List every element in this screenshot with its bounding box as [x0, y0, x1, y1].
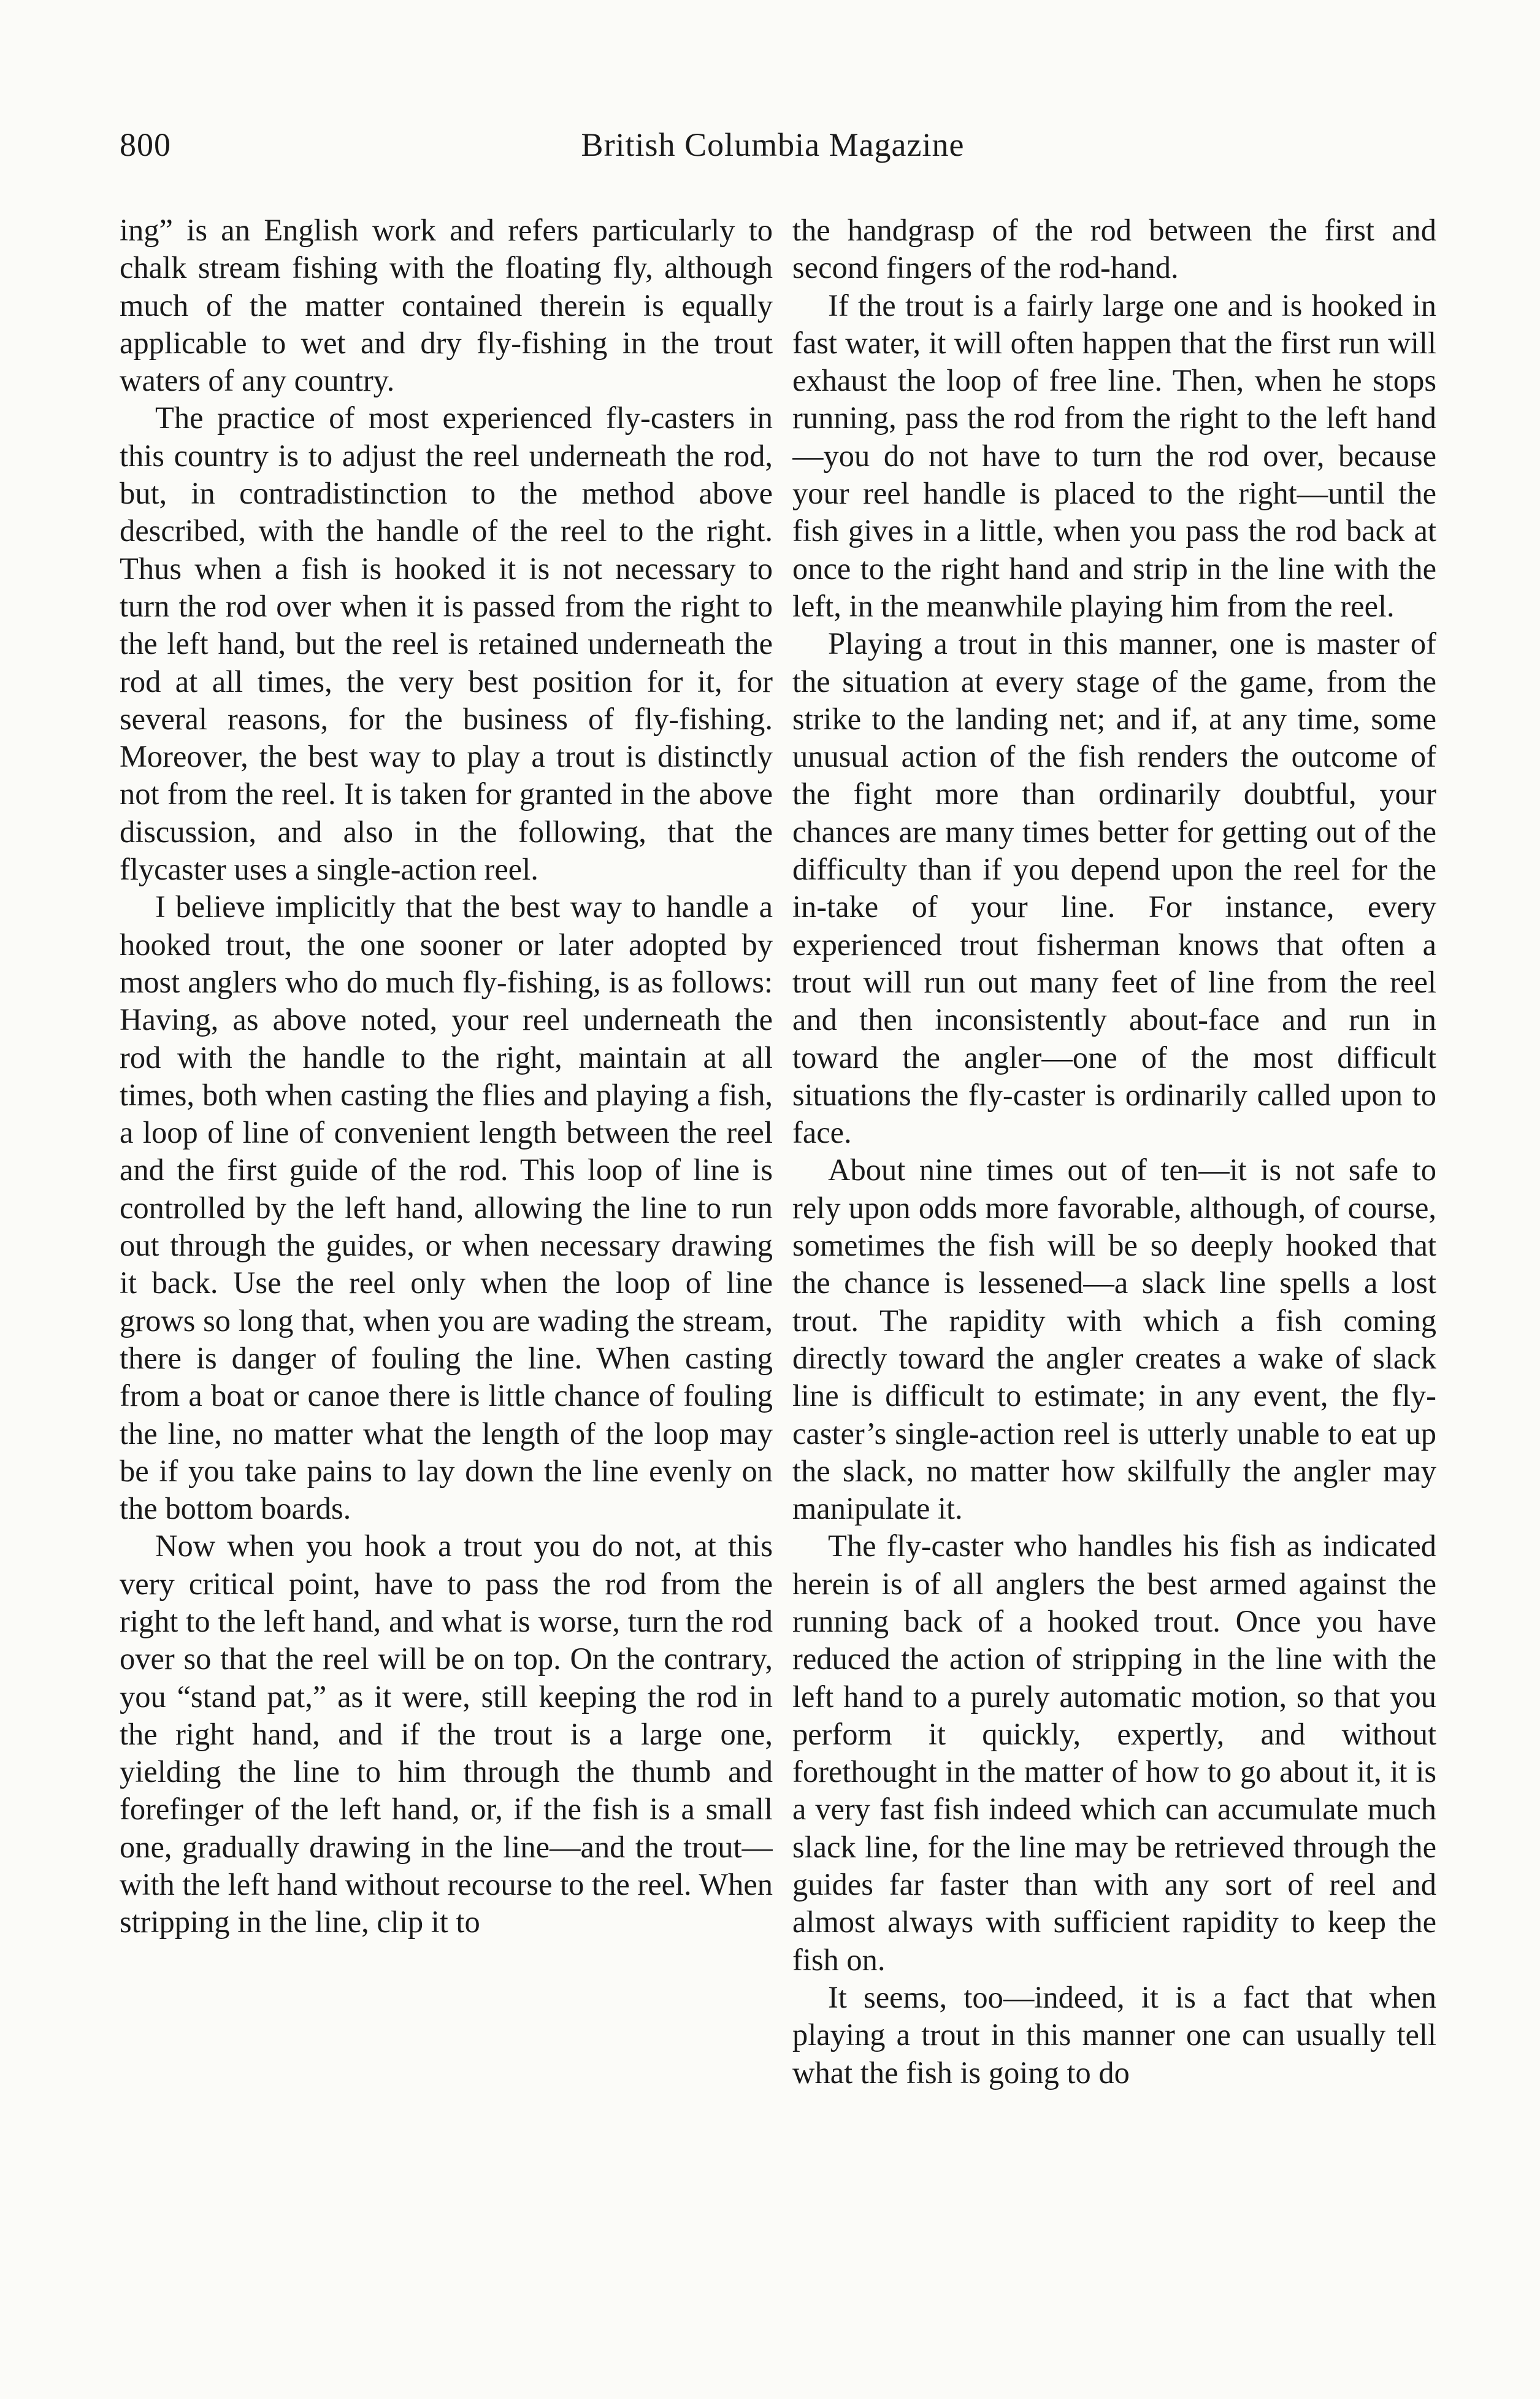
left-column	[120, 212, 773, 2346]
paragraph: Playing a trout in this manner, one is master of the situation at every stage of the game, from the strike to the landing net; and if, at any time, some unusual action of the fish renders the outcome of the fight more than ordinarily doubtful, your chances are many times better for getting out of the difficulty than if you depend upon the reel for the in-take of your line. For instance, every experienced trout fisherman knows that often a trout will run out many feet of line from the reel and then inconsistently about-face and run in toward the angler—one of the most difficult situations the fly-caster is ordinarily called upon to face.	[792, 626, 1436, 1150]
paragraph-continued: the handgrasp of the rod between the first and second fingers of the rod-hand.	[792, 213, 1436, 285]
paragraph: The practice of most experienced fly-casters in this country is to adjust the reel underneath the rod, but, in contradistinction to the method above described, with the handle of the reel to the right. Thus when a fish is hooked it is not necessary to turn the rod over when it is passed from the right to the left hand, but the reel is retained underneath the rod at all times, the very best position for it, for several reasons, for the business of fly-fishing. Moreover, the best way to play a trout is distinctly not from the reel. It is taken for granted in the above discussion, and also in the following, that the flycaster uses a single-action reel.	[120, 401, 773, 887]
paragraph-continued: ing” is an English work and refers particularly to chalk stream fishing with the floating fly, although much of the matter contained therein is equally applicable to wet and dry fly-fishing in the trout waters of any country.	[120, 213, 773, 398]
paragraph: Now when you hook a trout you do not, at this very critical point, have to pass the rod from the right to the left hand, and what is worse, turn the rod over so that the reel will be on top. On the contrary, you “stand pat,” as it were, still keeping the rod in the right hand, and if the trout is a large one, yielding the line to him through the thumb and forefinger of the left hand, or, if the fish is a small one, gradually drawing in the line—and the trout—with the left hand without recourse to the reel. When stripping in the line, clip it to	[120, 1529, 773, 1940]
running-head	[120, 126, 1426, 175]
paragraph: I believe implicitly that the best way to handle a hooked trout, the one sooner or later adopted by most anglers who do much fly-fishing, is as follows: Having, as above noted, your reel underneath the rod with the handle to the right, maintain at all times, both when casting the flies and playing a fish, a loop of line of convenient length between the reel and the first guide of the rod. This loop of line is controlled by the left hand, allowing the line to run out through the guides, or when necessary drawing it back. Use the reel only when the loop of line grows so long that, when you are wading the stream, there is danger of fouling the line. When casting from a boat or canoe there is little chance of fouling the line, no matter what the length of the loop may be if you take pains to lay down the line evenly on the bottom boards.	[120, 889, 773, 1526]
right-column	[792, 212, 1436, 2346]
paragraph: About nine times out of ten—it is not safe to rely upon odds more favorable, although, of course, sometimes the fish will be so deeply hooked that the chance is lessened—a slack line spells a lost trout. The rapidity with which a fish coming directly toward the angler creates a wake of slack line is difficult to estimate; in any event, the fly-caster’s single-action reel is utterly unable to eat up the slack, no matter how skilfully the angler may manipulate it.	[792, 1153, 1436, 1526]
page-number: 800	[120, 126, 171, 163]
paragraph: If the trout is a fairly large one and is hooked in fast water, it will often happen that the first run will exhaust the loop of free line. Then, when he stops running, pass the rod from the right to the left hand —you do not have to turn the rod over, because your reel handle is placed to the right—until the fish gives in a little, when you pass the rod back at once to the right hand and strip in the line with the left, in the meanwhile playing him from the reel.	[792, 288, 1436, 623]
paragraph: The fly-caster who handles his fish as indicated herein is of all anglers the best armed against the running back of a hooked trout. Once you have reduced the action of stripping in the line with the left hand to a purely automatic motion, so that you perform it quickly, expertly, and without forethought in the matter of how to go about it, it is a very fast fish indeed which can accumulate much slack line, for the line may be retrieved through the guides far faster than with any sort of reel and almost always with sufficient rapidity to keep the fish on.	[792, 1529, 1436, 1977]
paragraph: It seems, too—indeed, it is a fact that when playing a trout in this manner one can usually tell what the fish is going to do	[792, 1979, 1436, 2090]
journal-title: British Columbia Magazine	[581, 126, 965, 163]
